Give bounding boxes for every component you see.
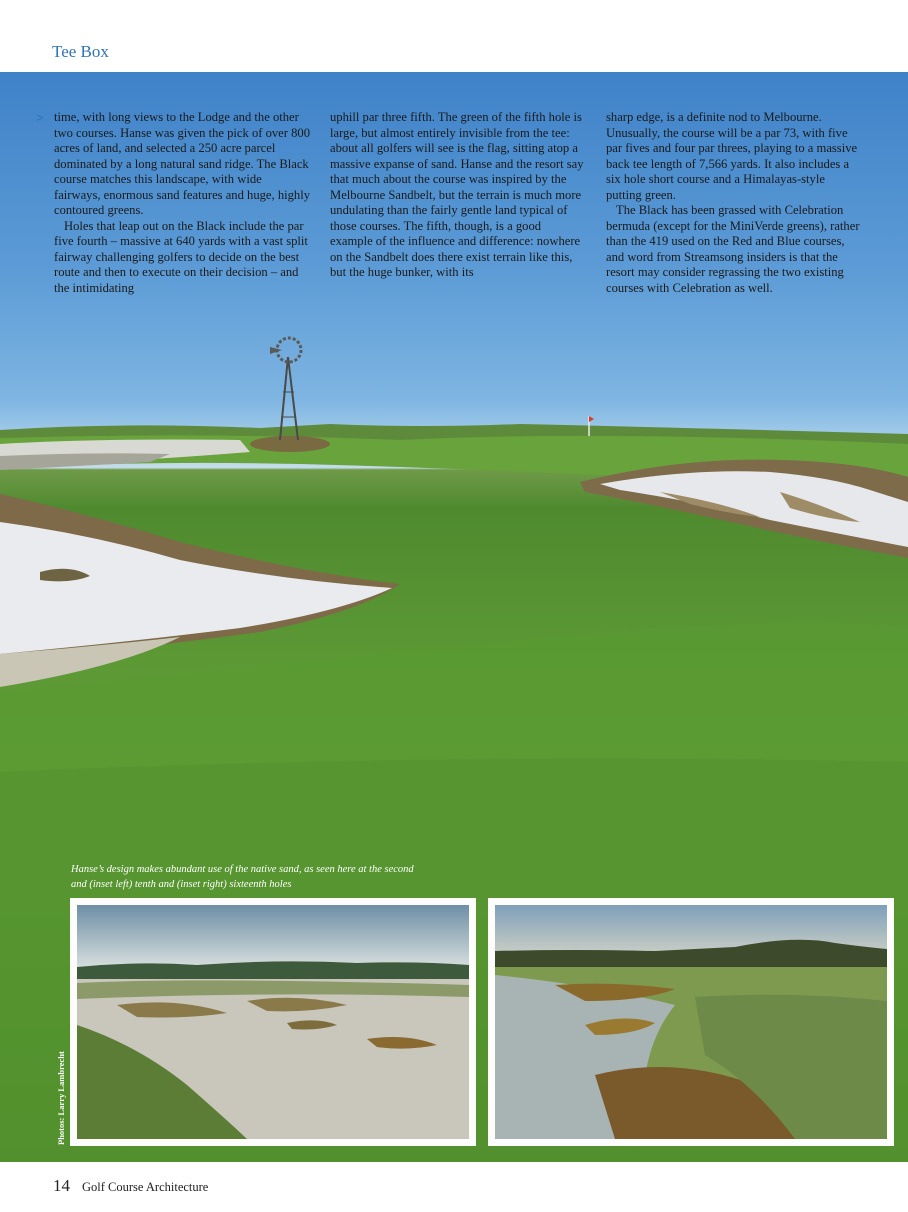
photo-caption: Hanse’s design makes abundant use of the native sand, as seen here at the second and (inset left) tenth and (inset right) sixteenth holes (71, 864, 414, 890)
article-column-2 (330, 110, 586, 281)
continuation-mark: > (36, 110, 44, 125)
paragraph: The Black has been grassed with Celebration bermuda (except for the MiniVerde greens), rather than the 419 used on the Red and Blue courses, and word from Streamsong insiders is that the resort may consider regrassing the two existing courses with Celebration as well. (606, 203, 860, 295)
paragraph: sharp edge, is a definite nod to Melbourne. Unusually, the course will be a par 73, with five par fives and four par threes, playing to a massive back tee length of 7,566 yards. It also includes a six hole short course and a Himalayas-style putting green. (606, 110, 858, 202)
page-footer (53, 1176, 208, 1196)
page-number: 14 (53, 1176, 70, 1195)
paragraph: time, with long views to the Lodge and the other two courses. Hanse was given the pick of over 800 acres of land, and selected a 250 acre parcel dominated by a long natural sand ridge. The Black course matches this landscape, with wide fairways, enormous sand features and huge, highly contoured greens. (54, 110, 311, 217)
paragraph: uphill par three fifth. The green of the fifth hole is large, but almost entirely invisible from the tee: about all golfers will see is the flag, sitting atop a massive expanse of sand. Hanse and the resort say that much about the course was inspired by the Melbourne Sandbelt, but the terrain is much more undulating than the fairly gentle land typical of those courses. The fifth, though, is a good example of the influence and difference: nowhere on the Sandbelt does there exist terrain like this, but the huge bunker, with its (330, 110, 584, 279)
section-label: Tee Box (52, 42, 109, 61)
article-column-3 (606, 110, 862, 296)
magazine-title: Golf Course Architecture (82, 1180, 209, 1194)
sand-bunker-photo (495, 905, 887, 1139)
paragraph: Holes that leap out on the Black include the par five fourth – massive at 640 yards with a vast split fairway challenging golfers to decide on the best route and then to execute on their decision – and the intimidating (54, 218, 308, 295)
sand-bunker-photo (77, 905, 469, 1139)
inset-photo-right (488, 898, 894, 1146)
photo-credit: Photos: Larry Lambrecht (56, 1051, 66, 1145)
windmill-icon (270, 338, 301, 440)
inset-photo-left (70, 898, 476, 1146)
article-column-1 (54, 110, 310, 296)
